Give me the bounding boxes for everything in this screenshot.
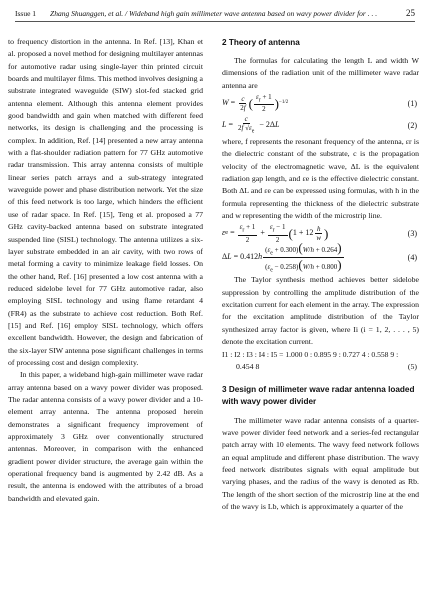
- running-header: [15, 8, 415, 22]
- page-number: 25: [406, 8, 415, 18]
- equation-2-body: L = $\frac{c}{2f √\varepsilon_e}$ − 2Δ L: [222, 114, 280, 135]
- paragraph-contribution: In this paper, a wideband high-gain millimeter wave radar array antenna based on a wavy power divider was proposed. The radar antenna consists of a wavy power divider and a 10-element array antenna. The antenna proposed herein demonstrates a significant frequency improvement of approximately 3 GHz over conventionally structured antennas. Moreover, in comparison with the enhanced gradient power divider structure, the average gain within the operational frequency band is augmented by 2.42 dB. As a result, the antenna is endowed with the attributes of a broad bandwidth and elevated gain.: [8, 370, 203, 503]
- equation-1-number: (1): [407, 99, 417, 109]
- paragraph-symbol-definitions: where, f represents the resonant frequency of the antenna, εr is the dielectric constant of the substrate, c is the propagation velocity of the electromagnetic wave, ΔL is the equivalent radiation gap length, and εe is the effective dielectric constant. Both ΔL and εe can be expressed using formulas, with h in the formula representing the thickness of the dielectric substrate and w representing the width of the microstrip line.: [222, 137, 419, 221]
- equation-5-line-1: I1 : I2 : I3 : I4 : I5 = 1.000 0 : 0.895 9 : 0.727 4 : 0.558 9 :: [222, 349, 399, 359]
- equation-1: [222, 92, 419, 114]
- equation-4-body: Δ L = 0.412 h $\frac{(\varepsilon_e + 0.300)(W/h + 0.264)}{(\varepsilon_e - 0.258)(W/h + 0.800)}$: [222, 239, 342, 274]
- equation-5-line-2: 0.454 8: [236, 361, 260, 371]
- header-rule: [15, 21, 415, 22]
- equation-5-number: (5): [407, 361, 417, 371]
- paragraph-related-work: to frequency distortion in the antenna. In Ref. [13], Khan et al. proposed a novel method for designing multilayer antennas for automotive radar using single-layer thin printed circuit boards and multilayer films. This method involves designing a substrate integrated waveguide (SIW) slot-fed stacked grid antenna element. Although this antenna element provides good bandwidth and gain when matched with different feed networks, its design is challenging and the processing is complex. In addition, Ref. [14] presented a new array antenna with a flat-shoulder radiation pattern for 77 GHz automotive radar transmission. This array antenna consists of multiple linear series patch arrays and a sub-strategy integrated waveguide power and phase distribution network. Yet the size of this feed network is too large, which hinders the efficient use of radar space. In Ref. [15], Teng et al. proposed a 77 GHz cavity-backed antenna based on substrate integrated suspended line (SISL) technology. The antenna utilizes a six-layer substrate embedded in an air cavity, with two rows of metal forming a cavity to minimize leakage field losses. On the other hand, Ref. [16] presented a low cost antenna with a reduced sidelobe level for 77 GHz automotive radar, also employing SISL technology and using flame retardant 4 (FR4) as the substrate to achieve cost reduction. Both Ref. [15] and Ref. [16] employ SISL technology, which offers excellent bandwidth. However, the design and fabrication of the six-layer SIW antenna pose significant challenges in terms of processing cost and design complexity.: [8, 37, 203, 367]
- equation-4: [222, 239, 419, 274]
- equation-4-number: (4): [407, 253, 417, 263]
- equation-1-body: W = $\frac{c}{2f}$ ( $\frac{\varepsilon_r + 1}{2}$ ) −1/2: [222, 92, 289, 114]
- equation-3-body: ε e = $\frac{\varepsilon_r + 1}{2}$ + $\frac{\varepsilon_r - 1}{2}$ ( 1 + 12 $\frac{h}{w}$ ): [222, 223, 329, 244]
- paragraph-taylor: The Taylor synthesis method achieves better sidelobe suppression by controlling the amplitude distribution of the excitation current for each element in the array. The expression for the excitation amplitude distribution of the Taylor synthesized array factor is given, where Ii (i = 1, 2, . . . , 5) denote the excitation current.: [222, 275, 419, 347]
- right-column: [222, 37, 419, 513]
- equation-5: [222, 349, 419, 374]
- left-column: [8, 36, 203, 505]
- section-3-title: 3 Design of millimeter wave radar antenna loaded with wavy power divider: [222, 384, 415, 406]
- section-2-title: 2 Theory of antenna: [222, 38, 300, 47]
- equation-2: [222, 114, 419, 136]
- equation-2-number: (2): [407, 121, 417, 131]
- paragraph-antenna-design: The millimeter wave radar antenna consists of a quarter-wave power divider feed network and a series-fed rectangular patch array with 10 elements. The wavy feed network follows an equal amplitude and different phase distribution. The wavy feed network distributes signals with equal amplitude but varying phases, and the radius of the wavy is denoted as Rb. The length of the short section of the microstrip line at the end of the wavy is Lb, which is approximately a quarter of the: [222, 415, 419, 511]
- equation-3-number: (3): [407, 229, 417, 239]
- running-title: Zhang Shuanggen, et al. / Wideband high gain millimeter wave antenna based on wavy power divider for . . .: [50, 9, 378, 18]
- issue-label: Issue 1: [15, 9, 37, 18]
- paragraph-formula-intro: The formulas for calculating the length L and width W dimensions of the radiation unit of the millimeter wave radar antenna are: [222, 56, 419, 90]
